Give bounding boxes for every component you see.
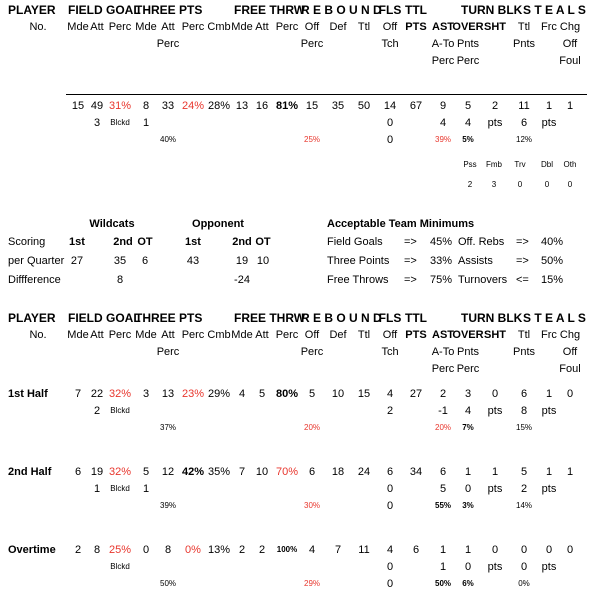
top-col-cmb: Cmb [207, 21, 231, 33]
total-turn-over: 5 [464, 100, 472, 112]
overtime-fg-perc-extra: 50% [159, 579, 177, 588]
turnover-value-1: 3 [491, 180, 497, 189]
overtime-ft-att: 2 [258, 544, 266, 556]
first-half-label: 1st Half [8, 388, 48, 400]
period-steals-header: S T E A L S [523, 311, 586, 325]
second-half-blckd-label: Blckd [110, 484, 130, 493]
overtime-over-perc-extra: 6% [462, 579, 474, 588]
top-three-pts-header: THREE PTS [135, 3, 203, 17]
first-half-ft-perc: 80% [275, 388, 299, 400]
top-col-chg: Chg [559, 21, 581, 33]
first-half-reb-off: 5 [308, 388, 316, 400]
top-rebound-header: R E B O U N D [301, 3, 382, 17]
wildcats-ot: 6 [141, 255, 149, 267]
period-field-goal-header: FIELD GOAL [68, 311, 141, 325]
period-chg-off-label: Off [562, 346, 578, 358]
first-half-pts-label-2: pts [541, 405, 557, 417]
first-half-stl-frc: 1 [545, 388, 553, 400]
first-half-stl-extra: 8 [520, 405, 528, 417]
total-stl-chg: 1 [566, 100, 574, 112]
period-stl-pnts-label: Pnts [512, 346, 536, 358]
overtime-reb-off: 4 [308, 544, 316, 556]
total-pts-label-1: pts [487, 117, 503, 129]
top-col-ast: AST [432, 21, 454, 33]
total-reb-def: 35 [331, 100, 345, 112]
period-ato-label: A-To [431, 346, 455, 358]
second-half-ttl-pts: 34 [409, 466, 423, 478]
difference-label: Diffference [8, 274, 61, 286]
period-col-fg-mde: Mde [67, 329, 89, 341]
overtime-pts-label-2: pts [541, 561, 557, 573]
top-col-over: OVER [452, 21, 484, 33]
second-half-ast-perc-extra: 55% [434, 501, 452, 510]
period-col-chg: Chg [559, 329, 581, 341]
second-half-tp-att: 12 [161, 466, 175, 478]
min-arrow2-0: => [516, 236, 529, 248]
period-col-sht: SHT [484, 329, 506, 341]
top-col-pts: PTS [405, 21, 427, 33]
top-col-ttl2: Ttl [517, 21, 531, 33]
total-pts-label-2: pts [541, 117, 557, 129]
period-tp-att-perc-label: Perc [156, 346, 180, 358]
min-arrow2-2: <= [516, 274, 529, 286]
overtime-fg-perc: 25% [108, 544, 132, 556]
period-col-ast: AST [432, 329, 454, 341]
second-half-over-extra: 0 [464, 483, 472, 495]
min-label-0: Field Goals [327, 236, 383, 248]
min-value2-0: 40% [541, 236, 564, 248]
period-free-thrw-header: FREE THRW [234, 311, 306, 325]
total-ttl-pts: 67 [409, 100, 423, 112]
period-col-ft-perc: Perc [275, 329, 299, 341]
total-ast-perc-extra: 39% [434, 135, 452, 144]
turnover-value-4: 0 [567, 180, 573, 189]
first-half-ft-att: 5 [258, 388, 266, 400]
first-half-fg-att: 22 [90, 388, 104, 400]
first-half-reb-ttl: 15 [357, 388, 371, 400]
total-ast-extra: 4 [439, 117, 447, 129]
total-cmb: 28% [207, 100, 231, 112]
second-half-stl-extra: 2 [520, 483, 528, 495]
second-half-fg-perc-extra: 39% [159, 501, 177, 510]
period-three-pts-header: THREE PTS [135, 311, 203, 325]
first-half-tp-perc: 23% [181, 388, 205, 400]
period-over-pnts-label: Pnts [456, 346, 480, 358]
overtime-turn-over: 1 [464, 544, 472, 556]
overtime-cmb: 13% [207, 544, 231, 556]
total-over-extra: 4 [464, 117, 472, 129]
min-value2-2: 15% [541, 274, 564, 286]
totals-divider [66, 94, 587, 95]
first-half-stl-chg: 0 [566, 388, 574, 400]
second-half-fg-perc: 32% [108, 466, 132, 478]
period-turn-blk-header: TURN BLK [461, 311, 523, 325]
period-ato-perc-label: Perc [431, 363, 455, 375]
period-col-tp-att: Att [161, 329, 175, 341]
turnover-label-4: Oth [563, 160, 577, 169]
second-half-tp-perc: 42% [181, 466, 205, 478]
total-tp-att: 33 [161, 100, 175, 112]
period-fls-header: FLS [378, 311, 402, 325]
total-fls: 14 [383, 100, 397, 112]
second-half-pts-label-2: pts [541, 483, 557, 495]
total-stl-frc: 1 [545, 100, 553, 112]
second-half-stl-chg: 1 [566, 466, 574, 478]
overtime-tp-att: 8 [164, 544, 172, 556]
min-arrow-1: => [404, 255, 417, 267]
first-half-fls: 4 [386, 388, 394, 400]
min-value-0: 45% [430, 236, 453, 248]
overtime-tp-perc: 0% [185, 544, 201, 556]
second-half-blk-sht: 1 [491, 466, 499, 478]
turnover-label-3: Dbl [540, 160, 554, 169]
top-col-frc: Frc [541, 21, 557, 33]
turnover-label-0: Pss [463, 160, 477, 169]
turnover-value-3: 0 [544, 180, 550, 189]
period-pnts-perc-label: Perc [456, 363, 480, 375]
top-col-def: Def [329, 21, 347, 33]
first-half-ft-mde: 4 [238, 388, 246, 400]
second-half-tp-extra: 1 [142, 483, 150, 495]
first-half-fg-perc-extra: 37% [159, 423, 177, 432]
top-col-ft-att: Att [255, 21, 269, 33]
second-half-fls-extra-2: 0 [386, 500, 394, 512]
total-tp-perc: 24% [181, 100, 205, 112]
period-foul-label: Foul [559, 363, 581, 375]
wildcats-diff: 8 [116, 274, 124, 286]
opponent-q1-label: 1st [185, 236, 201, 248]
second-half-fls-extra: 0 [386, 483, 394, 495]
min-label-1: Three Points [327, 255, 390, 267]
period-col-fg-att: Att [90, 329, 104, 341]
wildcats-ot-label: OT [137, 236, 153, 248]
period-col-ft-att: Att [255, 329, 269, 341]
total-tp-mde: 8 [142, 100, 150, 112]
overtime-stl-chg: 0 [566, 544, 574, 556]
period-col-frc: Frc [541, 329, 557, 341]
second-half-pts-label-1: pts [487, 483, 503, 495]
first-half-fg-mde: 7 [74, 388, 82, 400]
opponent-ot: 10 [256, 255, 270, 267]
total-blk-sht: 2 [491, 100, 499, 112]
period-col-fg-perc: Perc [108, 329, 132, 341]
total-tp-extra: 1 [142, 117, 150, 129]
per-quarter-label: per Quarter [8, 255, 65, 267]
total-fls-extra: 0 [386, 117, 394, 129]
top-tp-att-perc-label: Perc [156, 38, 180, 50]
second-half-reb-off: 6 [308, 466, 316, 478]
min-value2-1: 50% [541, 255, 564, 267]
second-half-fg-mde: 6 [74, 466, 82, 478]
total-over-perc-extra: 5% [462, 135, 474, 144]
overtime-ast: 1 [439, 544, 447, 556]
min-label2-0: Off. Rebs [458, 236, 505, 248]
second-half-fls: 6 [386, 466, 394, 478]
top-ato-perc-label: Perc [431, 55, 455, 67]
first-half-over-perc-extra: 7% [462, 423, 474, 432]
top-stl-pnts-label: Pnts [512, 38, 536, 50]
first-half-stl-perc-extra: 15% [515, 423, 533, 432]
first-half-over-extra: 4 [464, 405, 472, 417]
top-ato-label: A-To [431, 38, 455, 50]
total-stl-ttl: 11 [518, 100, 530, 112]
turnover-value-2: 0 [517, 180, 523, 189]
first-half-tp-att: 13 [161, 388, 175, 400]
opponent-ot-label: OT [255, 236, 271, 248]
second-half-stl-ttl: 5 [520, 466, 528, 478]
period-col-pts: PTS [405, 329, 427, 341]
overtime-blk-sht: 0 [491, 544, 499, 556]
period-col-off2: Off [382, 329, 398, 341]
first-half-blk-sht: 0 [491, 388, 499, 400]
total-blocked-count: 3 [93, 117, 101, 129]
overtime-fg-att: 8 [93, 544, 101, 556]
period-col-cmb: Cmb [207, 329, 231, 341]
second-half-blocked-count: 1 [93, 483, 101, 495]
wildcats-first: 27 [70, 255, 84, 267]
second-half-fg-att: 19 [90, 466, 104, 478]
overtime-reb-ttl: 11 [358, 544, 370, 556]
first-half-stl-ttl: 6 [520, 388, 528, 400]
total-fg-mde: 15 [71, 100, 85, 112]
overtime-ft-mde: 2 [238, 544, 246, 556]
top-col-ttl: Ttl [357, 21, 371, 33]
total-reb-off: 15 [305, 100, 319, 112]
opponent-q2-label: 2nd [232, 236, 252, 248]
period-col-ttl2: Ttl [517, 329, 531, 341]
overtime-ast-extra: 1 [439, 561, 447, 573]
first-half-fg-perc: 32% [108, 388, 132, 400]
wildcats-q2-label: 2nd [113, 236, 133, 248]
top-col-tp-mde: Mde [135, 21, 157, 33]
second-half-turn-over: 1 [464, 466, 472, 478]
period-rebound-header: R E B O U N D [301, 311, 382, 325]
second-half-reb-def: 18 [331, 466, 345, 478]
min-arrow2-1: => [516, 255, 529, 267]
top-col-sht: SHT [484, 21, 506, 33]
period-ttl-header: TTL [405, 311, 427, 325]
top-free-thrw-header: FREE THRW [234, 3, 306, 17]
wildcats-title: Wildcats [89, 218, 135, 230]
second-half-cmb: 35% [207, 466, 231, 478]
second-half-stl-perc-extra: 14% [515, 501, 533, 510]
second-half-ast-extra: 5 [439, 483, 447, 495]
overtime-tp-mde: 0 [142, 544, 150, 556]
min-arrow-2: => [404, 274, 417, 286]
overtime-fls: 4 [386, 544, 394, 556]
opponent-diff: -24 [234, 274, 250, 286]
total-reb-perc-extra: 25% [303, 135, 321, 144]
top-off-perc-label: Perc [300, 38, 324, 50]
period-no-label: No. [29, 329, 47, 341]
top-no-label: No. [29, 21, 47, 33]
overtime-fls-extra: 0 [386, 561, 394, 573]
top-col-off: Off [304, 21, 320, 33]
first-half-pts-label-1: pts [487, 405, 503, 417]
top-col-ft-perc: Perc [275, 21, 299, 33]
overtime-stl-perc-extra: 0% [518, 579, 530, 588]
top-player-header: PLAYER [8, 3, 56, 17]
overtime-label: Overtime [8, 544, 56, 556]
top-turn-blk-header: TURN BLK [461, 3, 523, 17]
top-field-goal-header: FIELD GOAL [68, 3, 141, 17]
overtime-reb-def: 7 [334, 544, 342, 556]
min-value-2: 75% [430, 274, 453, 286]
turnover-value-0: 2 [467, 180, 473, 189]
second-half-ft-perc: 70% [275, 466, 299, 478]
total-fg-att: 49 [90, 100, 104, 112]
first-half-ttl-pts: 27 [409, 388, 423, 400]
top-fls-header: FLS [378, 3, 402, 17]
wildcats-q1-label: 1st [69, 236, 85, 248]
first-half-reb-perc-extra: 20% [303, 423, 321, 432]
minimums-title: Acceptable Team Minimums [327, 218, 475, 230]
second-half-over-perc-extra: 3% [462, 501, 474, 510]
turnover-label-1: Fmb [486, 160, 502, 169]
min-arrow-0: => [404, 236, 417, 248]
overtime-ast-perc-extra: 50% [434, 579, 452, 588]
top-pnts-perc-label: Perc [456, 55, 480, 67]
second-half-reb-perc-extra: 30% [303, 501, 321, 510]
first-half-reb-def: 10 [331, 388, 345, 400]
first-half-blckd-label: Blckd [110, 406, 130, 415]
top-foul-label: Foul [559, 55, 581, 67]
top-tch-label: Tch [381, 38, 399, 50]
min-value-1: 33% [430, 255, 453, 267]
second-half-tp-mde: 5 [142, 466, 150, 478]
top-col-tp-perc: Perc [181, 21, 205, 33]
period-col-def: Def [329, 329, 347, 341]
overtime-fg-mde: 2 [74, 544, 82, 556]
min-label2-2: Turnovers [458, 274, 508, 286]
overtime-pts-label-1: pts [487, 561, 503, 573]
total-fg-perc: 31% [108, 100, 132, 112]
first-half-cmb: 29% [207, 388, 231, 400]
overtime-reb-perc-extra: 29% [303, 579, 321, 588]
total-fg-perc-extra: 40% [159, 135, 177, 144]
period-col-off: Off [304, 329, 320, 341]
second-half-reb-ttl: 24 [357, 466, 371, 478]
top-chg-off-label: Off [562, 38, 578, 50]
first-half-ast: 2 [439, 388, 447, 400]
total-stl-perc-extra: 12% [515, 135, 533, 144]
second-half-ast: 6 [439, 466, 447, 478]
second-half-ft-att: 10 [255, 466, 269, 478]
overtime-stl-extra: 0 [520, 561, 528, 573]
top-col-fg-perc: Perc [108, 21, 132, 33]
min-label-2: Free Throws [327, 274, 389, 286]
period-col-tp-perc: Perc [181, 329, 205, 341]
top-col-tp-att: Att [161, 21, 175, 33]
overtime-fls-extra-2: 0 [386, 578, 394, 590]
period-col-tp-mde: Mde [135, 329, 157, 341]
first-half-turn-over: 3 [464, 388, 472, 400]
wildcats-second: 35 [113, 255, 127, 267]
total-ft-perc: 81% [275, 100, 299, 112]
second-half-label: 2nd Half [8, 466, 52, 478]
period-col-ttl: Ttl [357, 329, 371, 341]
period-player-header: PLAYER [8, 311, 56, 325]
first-half-blocked-count: 2 [93, 405, 101, 417]
first-half-ast-perc-extra: 20% [434, 423, 452, 432]
second-half-stl-frc: 1 [545, 466, 553, 478]
overtime-ft-perc: 100% [276, 545, 298, 554]
period-tch-label: Tch [381, 346, 399, 358]
total-ft-mde: 13 [235, 100, 249, 112]
period-off-perc-label: Perc [300, 346, 324, 358]
overtime-blckd-label: Blckd [110, 562, 130, 571]
total-stl-extra: 6 [520, 117, 528, 129]
first-half-fls-extra: 2 [386, 405, 394, 417]
scoring-label: Scoring [8, 236, 46, 248]
top-col-ft-mde: Mde [231, 21, 253, 33]
total-blckd-label: Blckd [110, 118, 130, 127]
turnover-label-2: Trv [514, 160, 526, 169]
overtime-stl-frc: 0 [545, 544, 553, 556]
top-over-pnts-label: Pnts [456, 38, 480, 50]
top-col-off2: Off [382, 21, 398, 33]
period-col-over: OVER [452, 329, 484, 341]
period-col-ft-mde: Mde [231, 329, 253, 341]
overtime-over-extra: 0 [464, 561, 472, 573]
total-ft-att: 16 [255, 100, 269, 112]
overtime-stl-ttl: 0 [520, 544, 528, 556]
first-half-tp-mde: 3 [142, 388, 150, 400]
opponent-second: 19 [235, 255, 249, 267]
top-steals-header: S T E A L S [523, 3, 586, 17]
first-half-ast-extra: -1 [438, 405, 448, 417]
top-ttl-header: TTL [405, 3, 427, 17]
opponent-first: 43 [186, 255, 200, 267]
min-label2-1: Assists [458, 255, 493, 267]
opponent-title: Opponent [192, 218, 244, 230]
total-fls-extra-2: 0 [386, 134, 394, 146]
total-reb-ttl: 50 [357, 100, 371, 112]
top-col-fg-mde: Mde [67, 21, 89, 33]
top-col-fg-att: Att [90, 21, 104, 33]
overtime-ttl-pts: 6 [412, 544, 420, 556]
second-half-ft-mde: 7 [238, 466, 246, 478]
total-ast: 9 [439, 100, 447, 112]
